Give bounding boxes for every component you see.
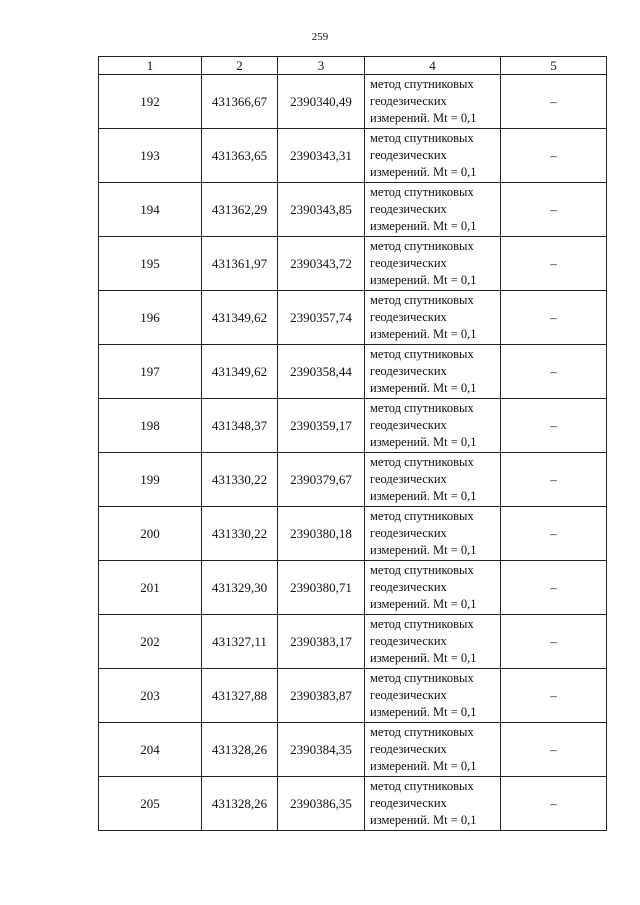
method-cell: [365, 777, 501, 831]
method-cell: [365, 399, 501, 453]
method-text: метод спутниковых геодезических измерений. Mt = 0,1: [370, 671, 477, 719]
note-cell: –: [501, 723, 607, 777]
coord-y: 2390359,17: [278, 399, 365, 453]
header-col-4: 4: [365, 57, 501, 75]
note-cell: –: [501, 453, 607, 507]
coord-y: 2390383,17: [278, 615, 365, 669]
table-row: [99, 723, 607, 777]
note-cell: –: [501, 237, 607, 291]
method-cell: [365, 345, 501, 399]
note-cell: –: [501, 669, 607, 723]
method-cell: [365, 183, 501, 237]
method-cell: [365, 669, 501, 723]
method-text: метод спутниковых геодезических измерений. Mt = 0,1: [370, 563, 477, 611]
method-cell: [365, 723, 501, 777]
method-text: метод спутниковых геодезических измерений. Mt = 0,1: [370, 455, 477, 503]
coord-y: 2390384,35: [278, 723, 365, 777]
page-number: 259: [311, 31, 329, 43]
table-row: [99, 507, 607, 561]
point-number: 196: [99, 291, 202, 345]
point-number: 194: [99, 183, 202, 237]
method-cell: [365, 291, 501, 345]
method-cell: [365, 507, 501, 561]
method-cell: [365, 561, 501, 615]
table-row: [99, 75, 607, 129]
method-cell: [365, 75, 501, 129]
point-number: 195: [99, 237, 202, 291]
coord-x: 431328,26: [202, 723, 278, 777]
point-number: 204: [99, 723, 202, 777]
coord-x: 431349,62: [202, 291, 278, 345]
point-number: 193: [99, 129, 202, 183]
table-row: [99, 291, 607, 345]
header-col-1: 1: [99, 57, 202, 75]
coord-x: 431361,97: [202, 237, 278, 291]
note-cell: –: [501, 129, 607, 183]
table-row: [99, 345, 607, 399]
method-text: метод спутниковых геодезических измерений. Mt = 0,1: [370, 617, 477, 665]
method-text: метод спутниковых геодезических измерений. Mt = 0,1: [370, 509, 477, 557]
note-cell: –: [501, 399, 607, 453]
coord-y: 2390343,85: [278, 183, 365, 237]
header-row: [99, 57, 607, 75]
header-col-5: 5: [501, 57, 607, 75]
table-row: [99, 129, 607, 183]
coord-x: 431366,67: [202, 75, 278, 129]
note-cell: –: [501, 561, 607, 615]
coord-y: 2390343,72: [278, 237, 365, 291]
header-col-2: 2: [202, 57, 278, 75]
method-text: метод спутниковых геодезических измерений. Mt = 0,1: [370, 401, 477, 449]
note-cell: –: [501, 75, 607, 129]
table-row: [99, 453, 607, 507]
coord-y: 2390343,31: [278, 129, 365, 183]
method-text: метод спутниковых геодезических измерений. Mt = 0,1: [370, 77, 477, 125]
coord-x: 431330,22: [202, 507, 278, 561]
coord-y: 2390380,18: [278, 507, 365, 561]
table-header: [99, 57, 607, 75]
coordinates-table: [98, 56, 607, 831]
method-text: метод спутниковых геодезических измерений. Mt = 0,1: [370, 725, 477, 773]
coord-x: 431362,29: [202, 183, 278, 237]
table-row: [99, 561, 607, 615]
point-number: 197: [99, 345, 202, 399]
coord-x: 431349,62: [202, 345, 278, 399]
coord-y: 2390340,49: [278, 75, 365, 129]
table-row: [99, 669, 607, 723]
note-cell: –: [501, 291, 607, 345]
coord-x: 431363,65: [202, 129, 278, 183]
table-row: [99, 615, 607, 669]
note-cell: –: [501, 777, 607, 831]
point-number: 203: [99, 669, 202, 723]
method-text: метод спутниковых геодезических измерений. Mt = 0,1: [370, 185, 477, 233]
coord-y: 2390383,87: [278, 669, 365, 723]
method-text: метод спутниковых геодезических измерений. Mt = 0,1: [370, 293, 477, 341]
point-number: 201: [99, 561, 202, 615]
point-number: 198: [99, 399, 202, 453]
method-text: метод спутниковых геодезических измерений. Mt = 0,1: [370, 779, 477, 827]
table-row: [99, 399, 607, 453]
method-cell: [365, 453, 501, 507]
method-cell: [365, 615, 501, 669]
coord-x: 431330,22: [202, 453, 278, 507]
point-number: 202: [99, 615, 202, 669]
method-cell: [365, 129, 501, 183]
coord-y: 2390379,67: [278, 453, 365, 507]
coord-x: 431348,37: [202, 399, 278, 453]
note-cell: –: [501, 507, 607, 561]
method-text: метод спутниковых геодезических измерений. Mt = 0,1: [370, 347, 477, 395]
coord-y: 2390380,71: [278, 561, 365, 615]
method-text: метод спутниковых геодезических измерений. Mt = 0,1: [370, 239, 477, 287]
coord-y: 2390358,44: [278, 345, 365, 399]
coord-x: 431327,11: [202, 615, 278, 669]
method-text: метод спутниковых геодезических измерений. Mt = 0,1: [370, 131, 477, 179]
coord-x: 431327,88: [202, 669, 278, 723]
note-cell: –: [501, 183, 607, 237]
point-number: 200: [99, 507, 202, 561]
coord-x: 431328,26: [202, 777, 278, 831]
coord-y: 2390386,35: [278, 777, 365, 831]
table-row: [99, 777, 607, 831]
note-cell: –: [501, 345, 607, 399]
point-number: 192: [99, 75, 202, 129]
point-number: 205: [99, 777, 202, 831]
coord-x: 431329,30: [202, 561, 278, 615]
method-cell: [365, 237, 501, 291]
note-cell: –: [501, 615, 607, 669]
table-row: [99, 237, 607, 291]
coord-y: 2390357,74: [278, 291, 365, 345]
table-body: [99, 75, 607, 831]
header-col-3: 3: [278, 57, 365, 75]
table-row: [99, 183, 607, 237]
point-number: 199: [99, 453, 202, 507]
